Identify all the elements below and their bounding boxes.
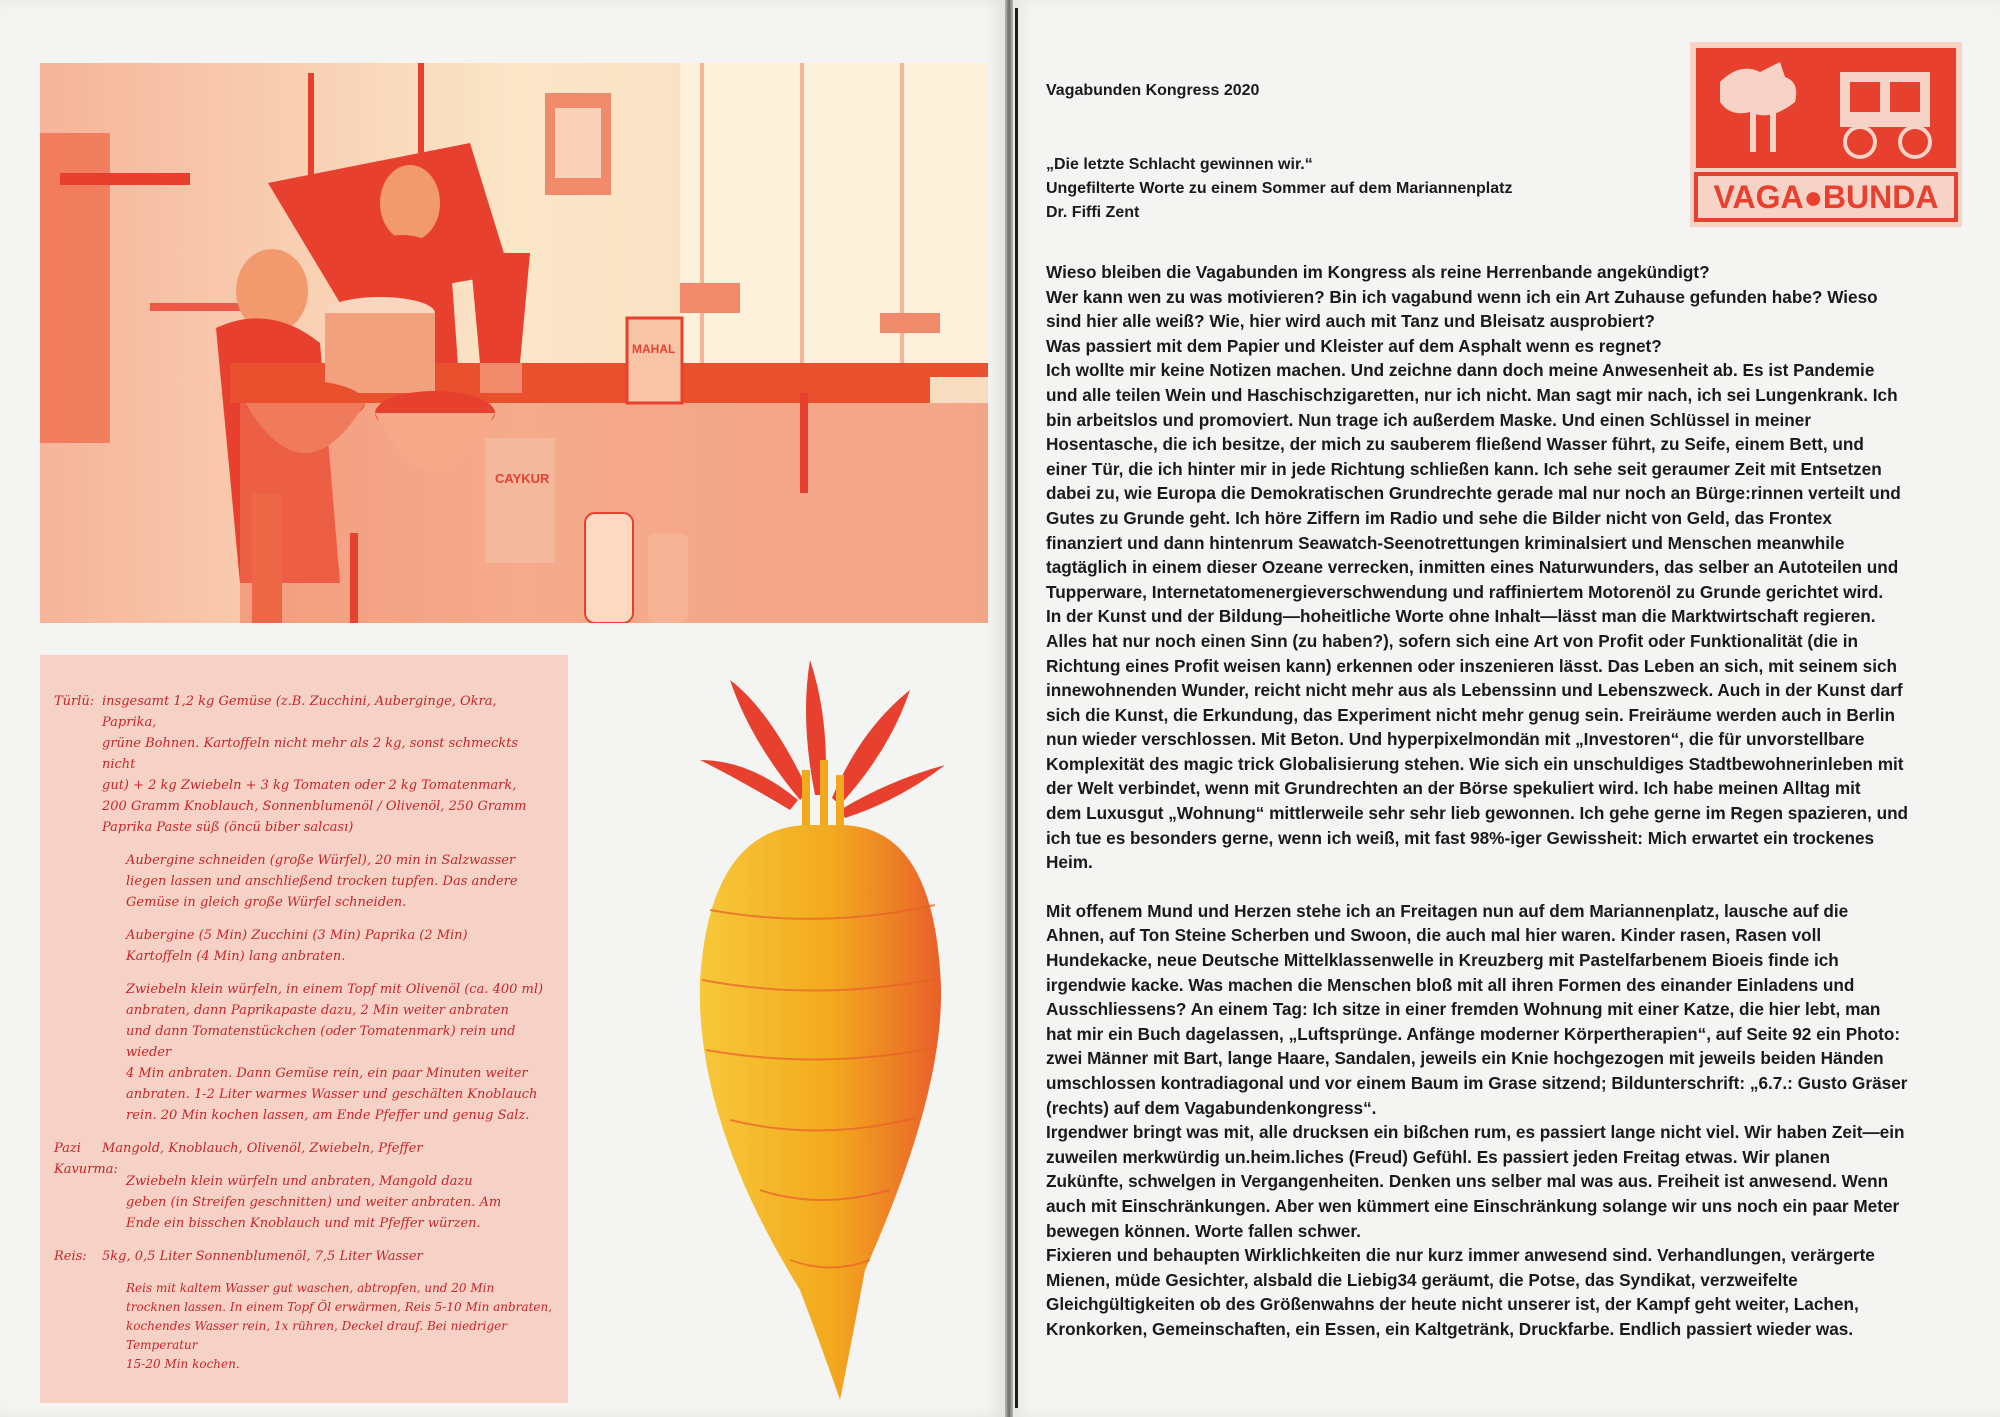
article-line: tagtäglich in einem dieser Ozeane verrecken, inmitten eines Naturwunders, das selber an Autoteilen und [1046, 557, 1899, 578]
article-line: Was passiert mit dem Papier und Kleister auf dem Asphalt wenn es regnet? [1046, 335, 1662, 356]
article-line: sich die Kunst, die Erkundung, das Experiment nicht mehr genug sein. Freiräume werden auch in Berlin [1046, 704, 1896, 725]
article-line: irgendwie kacke. Was machen die Menschen bloß mit all ihren Formen des einander Einladens und [1046, 974, 1855, 995]
reis-label: Reis: [54, 1249, 87, 1264]
article-line: sind hier alle weiß? Wie, hier wird auch mit Tanz und Bleisatz ausprobiert? [1046, 311, 1655, 332]
recipe-line: Gemüse in gleich große Würfel schneiden. [126, 895, 407, 910]
recipe-line: Ende ein bisschen Knoblauch und mit Pfeffer würzen. [126, 1216, 481, 1231]
article-line: Mienen, müde Gesichter, alsbald die Liebig34 geräumt, die Potse, das Syndikat, verzweifelte [1046, 1269, 1798, 1290]
article-line: einer Tür, die ich hinter mir in jede Richtung schließen kann. Ich sehe seit geraumer Zeit mit Entsetzen [1046, 458, 1882, 479]
recipe-line: rein. 20 Min kochen lassen, am Ende Pfeffer und genug Salz. [126, 1108, 530, 1123]
recipe-line: liegen lassen und anschließend trocken tupfen. Das andere [126, 874, 518, 889]
donkey-carriage-stamp [1690, 42, 1962, 227]
article-line: zuweilen merkwürdig un.heim.liches (Freud) Gefühl. Es passiert jeden Freitag etwas. Wir planen [1046, 1146, 1830, 1167]
article-title: „Die letzte Schlacht gewinnen wir.“ [1046, 156, 1313, 173]
carrot-illustration [690, 650, 960, 1410]
article-line: Ausschliessens? An einem Tag: Ich sitze in einer fremden Wohnung mit einer Katze, die hier lebt, man [1046, 999, 1881, 1020]
recipe-line: trocknen lassen. In einem Topf Öl erwärmen, Reis 5-10 Min anbraten, [126, 1300, 553, 1314]
reis-ingredients [54, 1246, 554, 1267]
article-line: nun wieder verschlossen. Mit Beton. Und hyperpixelmondän mit „Investoren“, die für unvorstellbare [1046, 729, 1865, 750]
article-line: bin arbeitslos und promoviert. Nun trage ich außerdem Maske. Und einen Schlüssel in meiner [1046, 409, 1812, 430]
article-line: ich tue es besonders gerne, wenn ich weiß, mit fast 98%-iger Gewissheit: Mich erwartet ein trockenes [1046, 827, 1875, 848]
recipe-card [40, 655, 568, 1403]
book-spine [1005, 0, 1013, 1417]
article-line: der Welt verbindet, wenn mit Grundrechten an der Börse spekuliert wird. Ich habe meinen Alltag mit [1046, 778, 1861, 799]
recipe-line: und dann Tomatenstückchen (oder Tomatenmark) rein und wieder [126, 1024, 516, 1060]
article-line: bewegen können. Worte fallen schwer. [1046, 1220, 1361, 1241]
recipe-line: 15-20 Min kochen. [126, 1357, 240, 1371]
article-line: Wieso bleiben die Vagabunden im Kongress als reine Herrenbande angekündigt? [1046, 262, 1710, 282]
recipe-line: 200 Gramm Knoblauch, Sonnenblumenöl / Olivenöl, 250 Gramm [102, 799, 527, 814]
article-line: Fixieren und behaupten Wirklichkeiten die nur kurz immer anwesend sind. Verhandlungen, verärgerte [1046, 1245, 1875, 1266]
recipe-line: geben (in Streifen geschnitten) und weiter anbraten. Am [126, 1195, 502, 1210]
recipe-line: 4 Min anbraten. Dann Gemüse rein, ein paar Minuten weiter [126, 1066, 528, 1081]
article-line: Gleichgültigkeiten ob des Größenwahns der heute nicht unserer ist, der Kampf geht weiter, Lachen, [1046, 1294, 1859, 1315]
recipe-line: 5kg, 0,5 Liter Sonnenblumenöl, 7,5 Liter Wasser [102, 1249, 423, 1264]
kavurma-steps [54, 1171, 554, 1234]
article-line: Mit offenem Mund und Herzen stehe ich an Freitagen nun auf dem Mariannenplatz, lausche auf die [1046, 900, 1849, 921]
article-line: Alles hat nur noch einen Sinn (zu haben?), sofern sich eine Art von Profit oder Funktionalität (die in [1046, 630, 1859, 651]
kitchen-photo [40, 63, 988, 623]
article-line: innewohnenden Wunder, reicht nicht mehr aus als Lebenssinn und Lebenszweck. Auch in der Kunst darf [1046, 680, 1903, 701]
article-line: In der Kunst und der Bildung—hoheitliche Worte ohne Inhalt—lässt man die Marktwirtschaft regieren. [1046, 606, 1876, 627]
article-line: (rechts) auf dem Vagabundenkongress“. [1046, 1097, 1377, 1118]
recipe-line: kochendes Wasser rein, 1x rühren, Deckel drauf. Bei niedriger Temperatur [126, 1319, 508, 1352]
article-line: Irgendwer bringt was mit, alle drucksen ein bißchen rum, es passiert lange nicht viel. Wir haben Zeit—ein [1046, 1122, 1905, 1143]
turlu-step-3 [54, 979, 554, 1126]
article-line: Richtung eines Profit weisen kann) erkennen oder inszenieren lässt. Das Leben an sich, mit seinem sich [1046, 655, 1898, 676]
article-author: Dr. Fiffi Zent [1046, 204, 1140, 221]
article-line: Ich wollte mir keine Notizen machen. Und zeichne dann doch meine Anwesenheit ab. Es ist Pandemie [1046, 360, 1875, 381]
page-edge [1015, 8, 1018, 1408]
recipe-line: anbraten, dann Paprikapaste dazu, 2 Min weiter anbraten [126, 1003, 509, 1018]
recipe-line: gut) + 2 kg Zwiebeln + 3 kg Tomaten oder 2 kg Tomatenmark, [102, 778, 517, 793]
recipe-line: Reis mit kaltem Wasser gut waschen, abtropfen, und 20 Min [126, 1281, 495, 1295]
turlu-step-2 [54, 925, 554, 967]
article-line: zwei Männer mit Bart, lange Haare, Sandalen, jeweils ein Knie hochgezogen mit jeweils beiden Händen [1046, 1048, 1884, 1069]
article-line: Ahnen, auf Ton Steine Scherben und Swoon, die auch mal hier waren. Kinder rasen, Rasen voll [1046, 925, 1822, 946]
article-line: hat mir ein Buch dagelassen, „Luftsprünge. Anfänge moderner Körpertherapien“, auf Seite 92 ein Photo: [1046, 1023, 1901, 1044]
article-line: Zukünfte, schwelgen in Vergangenheiten. Denken uns selber mal was aus. Freiheit ist anwesend. Wenn [1046, 1171, 1889, 1192]
article-subtitle: Ungefilterte Worte zu einem Sommer auf dem Mariannenplatz [1046, 180, 1513, 197]
article-line: dem Luxusgut „Wohnung“ mittlerweile sehr sehr lieb gewonnen. Ich gehe gerne im Regen spazieren, und [1046, 803, 1909, 824]
recipe-line: Zwiebeln klein würfeln und anbraten, Mangold dazu [126, 1174, 473, 1189]
article-line: Tupperware, Internetatomenergieverschwendung und raffiniertem Motorenöl zu Grunde gerichtet wird. [1046, 581, 1884, 602]
article-line: Hosentasche, die ich besitze, der mich zu sauberem fließend Wasser führt, zu Seife, einem Bett, und [1046, 434, 1864, 455]
article-line: Hundekacke, neue Deutsche Mittelklassenwelle in Kreuzberg mit Pastelfarbenem Bioeis finde ich [1046, 950, 1839, 971]
kavurma-ingredients [54, 1138, 554, 1177]
recipe-line: Mangold, Knoblauch, Olivenöl, Zwiebeln, Pfeffer [102, 1141, 423, 1156]
recipe-line: Paprika Paste süß (öncü biber salcası) [102, 820, 354, 835]
turlu-ingredients [54, 691, 554, 838]
article-line: und alle teilen Wein und Haschischzigaretten, nur ich nicht. Man sagt mir nach, ich sei Lungenkrank. Ich [1046, 384, 1898, 405]
article-line: Kronkorken, Gemeinschaften, ein Essen, ein Kaltgetränk, Druckfarbe. Endlich passiert wieder was. [1046, 1318, 1854, 1339]
caykur-label: CAYKUR [495, 471, 550, 486]
mahal-label: MAHAL [632, 342, 676, 356]
article-line: Heim. [1046, 852, 1093, 873]
article-line: finanziert und dann hintenrum Seawatch-Seenotrettungen kriminalsiert und Menschen meanwhile [1046, 532, 1845, 553]
recipe-line: Aubergine schneiden (große Würfel), 20 min in Salzwasser [126, 853, 516, 868]
recipe-line: Aubergine (5 Min) Zucchini (3 Min) Paprika (2 Min) [126, 928, 468, 943]
stamp-text: VAGA●BUNDA [1713, 179, 1939, 215]
recipe-line: Zwiebeln klein würfeln, in einem Topf mit Olivenöl (ca. 400 ml) [126, 982, 544, 997]
article-body [1046, 260, 1980, 1342]
recipe-line: anbraten. 1-2 Liter warmes Wasser und geschälten Knoblauch [126, 1087, 538, 1102]
reis-steps [54, 1279, 554, 1374]
paragraph-1 [1046, 260, 1980, 875]
article-line: auch mit Einschränkungen. Aber wen kümmert eine Einschränkung solange wir uns noch ein paar Meter [1046, 1195, 1900, 1216]
article-line: umschlossen kontradiagonal und vor einem Baum im Grase sitzend; Bildunterschrift: „6.7.: Gusto Gräser [1046, 1073, 1908, 1093]
article-line: Wer kann wen zu was motivieren? Bin ich vagabund wenn ich ein Art Zuhause gefunden habe? Wieso [1046, 286, 1878, 307]
event-title: Vagabunden Kongress 2020 [1046, 82, 1260, 99]
article-line: dabei zu, wie Europa die Demokratischen Grundrechte gerade mal nur noch an Bürge:rinnen verteilt und [1046, 483, 1901, 504]
turlu-step-1 [54, 850, 554, 913]
recipe-line: insgesamt 1,2 kg Gemüse (z.B. Zucchini, Auberginge, Okra, Paprika, [102, 694, 497, 730]
kavurma-label: Pazi Kavurma: [54, 1141, 118, 1177]
article-line: Gutes zu Grunde geht. Ich höre Ziffern im Radio und sehe die Bilder nicht von Geld, das Frontex [1046, 507, 1832, 528]
paragraph-2 [1046, 899, 1980, 1342]
turlu-label: Türlü: [54, 694, 95, 709]
recipe-line: Kartoffeln (4 Min) lang anbraten. [126, 949, 346, 964]
recipe-line: grüne Bohnen. Kartoffeln nicht mehr als 2 kg, sonst schmeckts nicht [102, 736, 519, 772]
article-line: Komplexität des magic trick Globalisierung stehen. Wie sich ein unschuldiges Stadtbewohnerinleben mit [1046, 753, 1904, 774]
